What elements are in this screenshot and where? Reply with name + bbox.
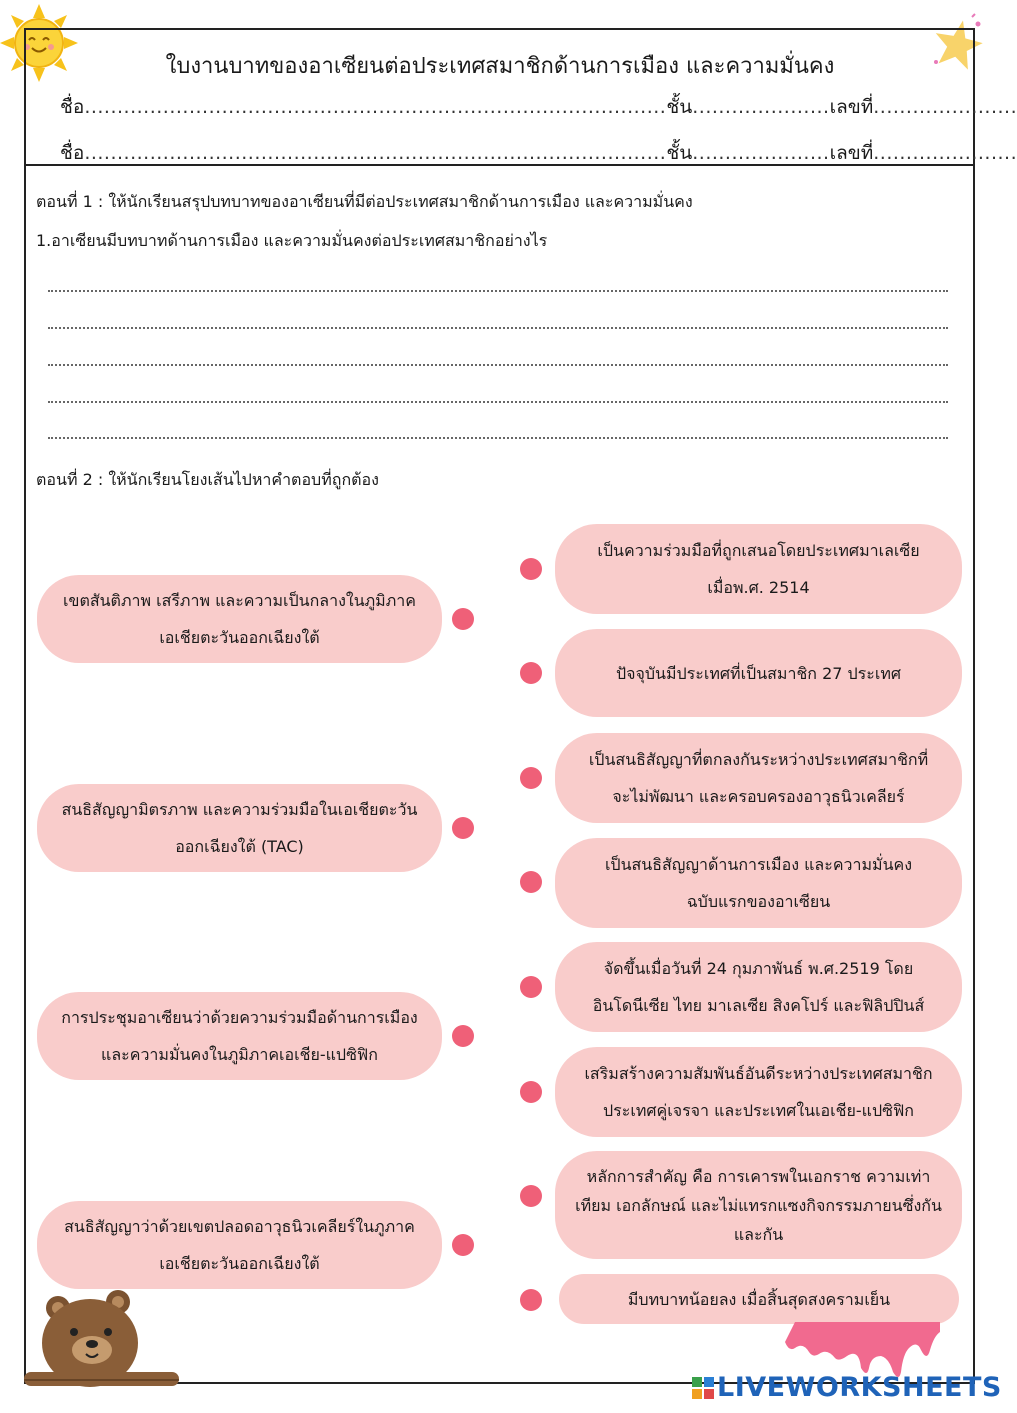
right-item-1 <box>555 524 962 614</box>
number-field[interactable]: ...................... <box>873 142 1017 164</box>
left-item-2-line1: สนธิสัญญามิตรภาพ และความร่วมมือในเอเชียตะวัน <box>61 800 418 819</box>
left-item-4-line2: เอเชียตะวันออกเฉียงใต้ <box>159 1254 320 1273</box>
class-label: ชั้น <box>666 142 693 164</box>
right-match-dot-4[interactable] <box>520 871 542 893</box>
number-label: เลขที่ <box>829 142 874 164</box>
right-item-6-line1: เสริมสร้างความสัมพันธ์อันดีระหว่างประเทศสมาชิก <box>584 1064 933 1083</box>
liveworksheets-logo[interactable] <box>692 1372 1002 1403</box>
left-item-2-line2: ออกเฉียงใต้ (TAC) <box>175 837 304 856</box>
left-item-1-line1: เขตสันติภาพ เสรีภาพ และความเป็นกลางในภูมิภาค <box>63 591 416 610</box>
answer-line-2[interactable] <box>48 327 948 329</box>
right-item-7-line2: เทียม เอกลักษณ์ และไม่แทรกแซงกิจกรรมภายนซึ่งกัน <box>575 1195 942 1215</box>
answer-line-4[interactable] <box>48 401 948 403</box>
left-item-4-line1: สนธิสัญญาว่าด้วยเขตปลอดอาวุธนิวเคลียร์ในภูภาค <box>64 1217 415 1236</box>
left-item-2 <box>37 784 442 872</box>
right-item-3 <box>555 733 962 823</box>
left-item-1 <box>37 575 442 663</box>
left-item-3-line1: การประชุมอาเซียนว่าด้วยความร่วมมือด้านการเมือง <box>61 1008 418 1027</box>
right-item-4-line1: เป็นสนธิสัญญาด้านการเมือง และความมั่นคง <box>604 855 913 874</box>
right-item-4-line2: ฉบับแรกของอาเซียน <box>686 892 831 911</box>
right-match-dot-6[interactable] <box>520 1081 542 1103</box>
answer-line-5[interactable] <box>48 437 948 439</box>
right-item-7-line1: หลักการสำคัญ คือ การเคารพในเอกราช ความเท่า <box>586 1166 931 1186</box>
left-item-4 <box>37 1201 442 1289</box>
right-item-7 <box>555 1151 962 1259</box>
part1-instruction: ตอนที่ 1 : ให้นักเรียนสรุปบทบาทของอาเซียนที่มีต่อประเทศสมาชิกด้านการเมือง และความมั่นคง <box>36 192 693 211</box>
right-item-3-line2: จะไม่พัฒนา และครอบครองอาวุธนิวเคลียร์ <box>612 787 905 806</box>
right-match-dot-3[interactable] <box>520 767 542 789</box>
right-match-dot-5[interactable] <box>520 976 542 998</box>
part2-instruction: ตอนที่ 2 : ให้นักเรียนโยงเส้นไปหาคำตอบที่ถูกต้อง <box>36 470 379 489</box>
bear-icon <box>24 1288 179 1386</box>
right-match-dot-1[interactable] <box>520 558 542 580</box>
worksheet-title: ใบงานบาทของอาเซียนต่อประเทศสมาชิกด้านการเมือง และความมั่นคง <box>165 54 835 79</box>
left-match-dot-1[interactable] <box>452 608 474 630</box>
class-field[interactable]: ..................... <box>692 96 830 118</box>
right-item-2-line1: ปัจจุบันมีประเทศที่เป็นสมาชิก 27 ประเทศ <box>615 663 902 683</box>
right-item-8-line1: มีบทบาทน้อยลง เมื่อสิ้นสุดสงครามเย็น <box>627 1289 891 1309</box>
answer-line-3[interactable] <box>48 364 948 366</box>
left-match-dot-4[interactable] <box>452 1234 474 1256</box>
right-item-6-line2: ประเทศคู่เจรจา และประเทศในเอเชีย-แปซิฟิก <box>603 1101 914 1120</box>
name-label: ชื่อ <box>60 96 85 118</box>
right-item-5-line1: จัดขึ้นเมื่อวันที่ 24 กุมภาพันธ์ พ.ศ.2519 โดย <box>603 959 914 978</box>
class-label: ชั้น <box>666 96 693 118</box>
right-item-2 <box>555 629 962 717</box>
part1-question: 1.อาเซียนมีบทบาทด้านการเมือง และความมั่นคงต่อประเทศสมาชิกอย่างไร <box>36 231 548 250</box>
left-item-1-line2: เอเชียตะวันออกเฉียงใต้ <box>159 628 320 647</box>
left-match-dot-3[interactable] <box>452 1025 474 1047</box>
right-item-4 <box>555 838 962 928</box>
right-item-6 <box>555 1047 962 1137</box>
logo-text: LIVEWORKSHEETS <box>717 1372 1002 1403</box>
number-field[interactable]: ...................... <box>873 96 1017 118</box>
right-item-5-line2: อินโดนีเซีย ไทย มาเลเซีย สิงคโปร์ และฟิลิปปินส์ <box>592 996 925 1015</box>
name-label: ชื่อ <box>60 142 85 164</box>
left-match-dot-2[interactable] <box>452 817 474 839</box>
name-row-1 <box>60 92 1017 122</box>
right-item-1-line2: เมื่อพ.ศ. 2514 <box>707 578 810 597</box>
right-match-dot-8[interactable] <box>520 1289 542 1311</box>
right-item-8 <box>559 1274 959 1324</box>
answer-line-1[interactable] <box>48 290 948 292</box>
right-item-7-line3: และกัน <box>733 1224 784 1244</box>
right-match-dot-2[interactable] <box>520 662 542 684</box>
left-item-3 <box>37 992 442 1080</box>
logo-blocks-icon <box>692 1377 714 1399</box>
right-item-1-line1: เป็นความร่วมมือที่ถูกเสนอโดยประเทศมาเลเซีย <box>597 541 920 560</box>
name-row-2 <box>60 138 1017 168</box>
right-item-3-line1: เป็นสนธิสัญญาที่ตกลงกันระหว่างประเทศสมาชิกที่ <box>588 750 929 769</box>
number-label: เลขที่ <box>829 96 874 118</box>
right-match-dot-7[interactable] <box>520 1185 542 1207</box>
name-field[interactable]: ......................................................................................... <box>84 96 667 118</box>
right-item-5 <box>555 942 962 1032</box>
name-field[interactable]: ......................................................................................... <box>84 142 667 164</box>
class-field[interactable]: ..................... <box>692 142 830 164</box>
left-item-3-line2: และความมั่นคงในภูมิภาคเอเชีย-แปซิฟิก <box>101 1045 378 1064</box>
